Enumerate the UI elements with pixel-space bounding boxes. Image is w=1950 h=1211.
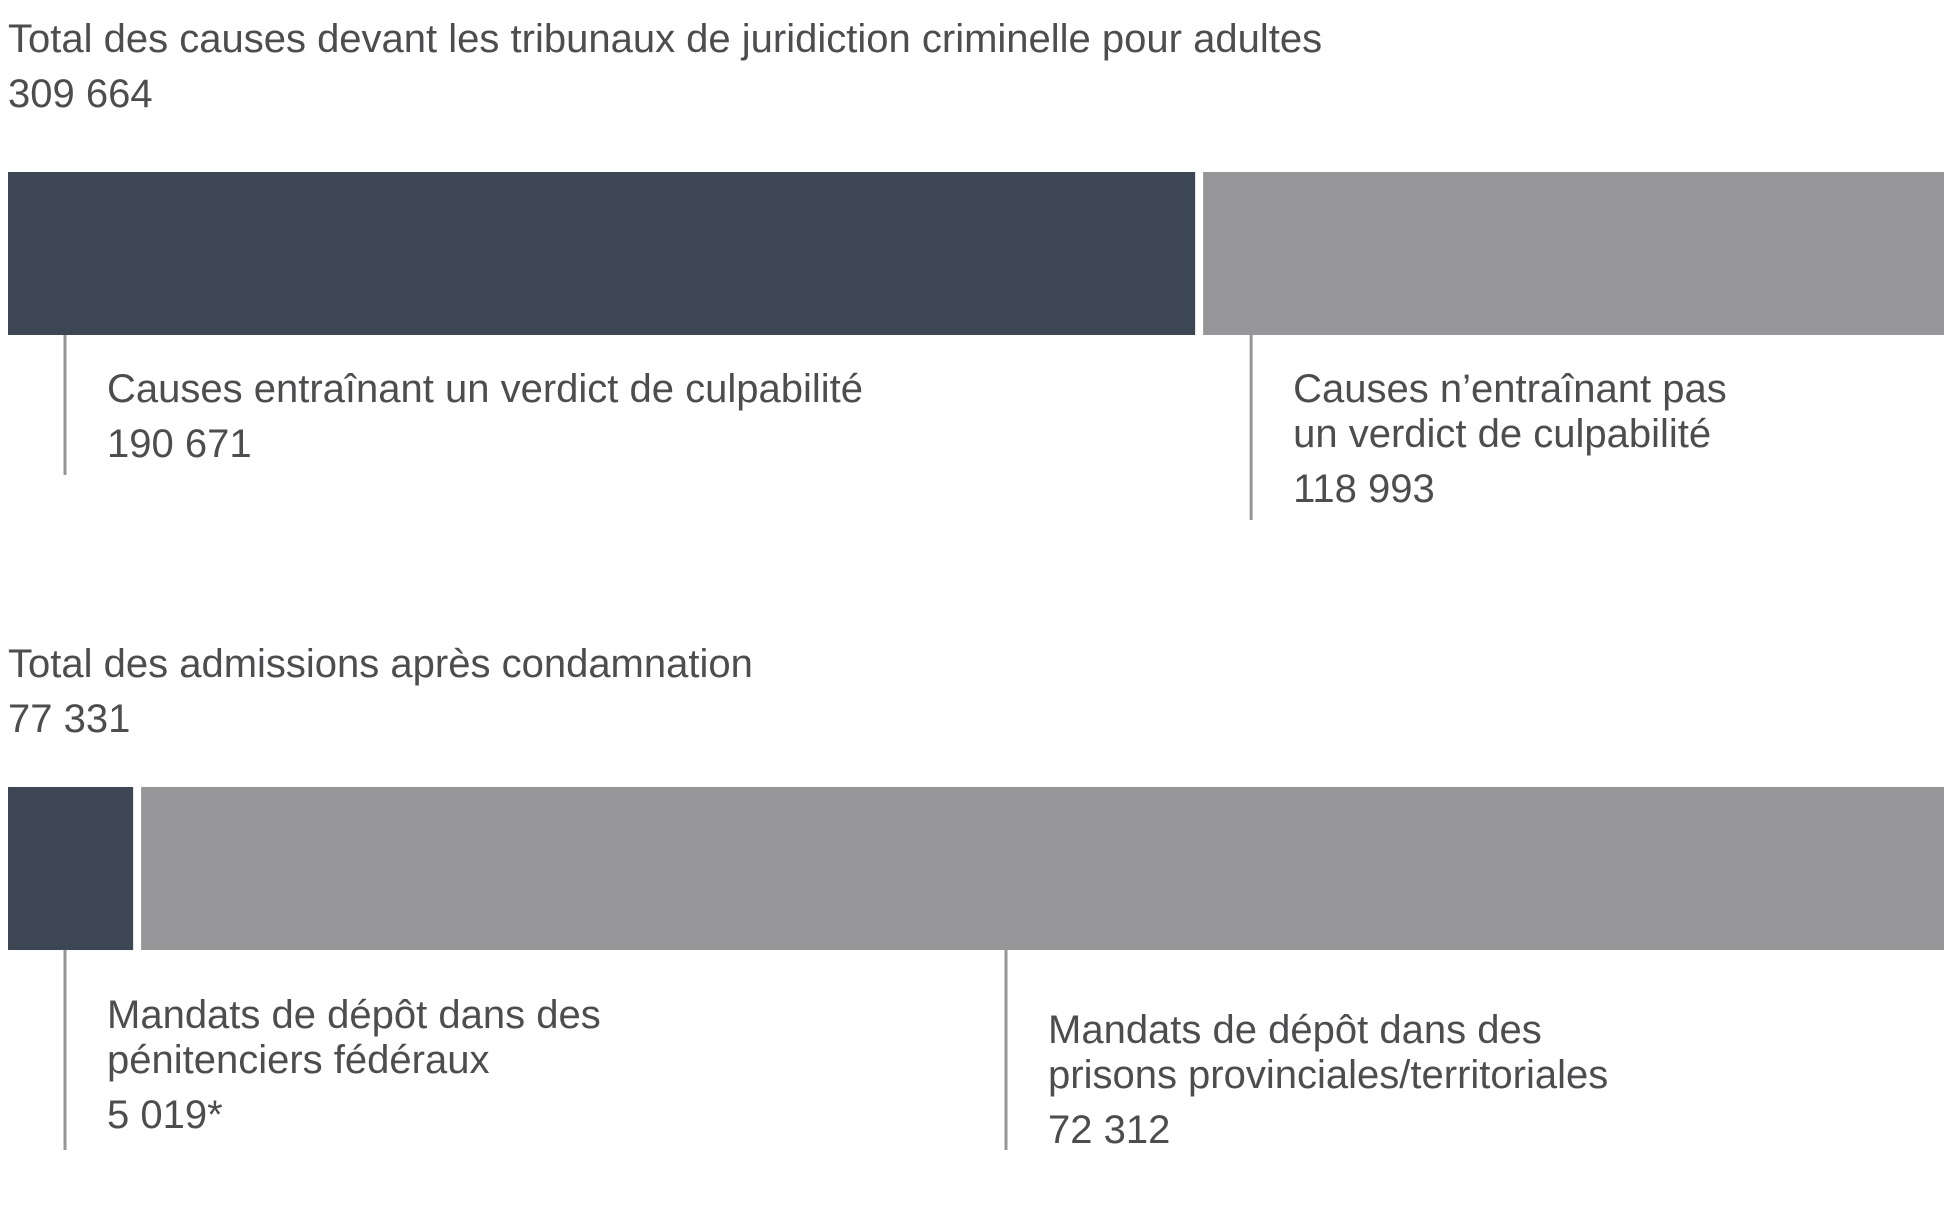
segment-value: 190 671 (107, 422, 252, 466)
segment-label: Causes entraînant un verdict de culpabilité (107, 367, 864, 411)
segment-label: Mandats de dépôt dans des (107, 993, 601, 1037)
chart-total-value: 77 331 (8, 697, 131, 741)
segment-value: 5 019* (107, 1093, 223, 1137)
chart-title: Total des causes devant les tribunaux de juridiction criminelle pour adultes (8, 17, 1323, 61)
bar-segment-primary (8, 172, 1195, 335)
chart-title: Total des admissions après condamnation (8, 642, 753, 686)
chart-total-value: 309 664 (8, 72, 153, 116)
segment-label: prisons provinciales/territoriales (1048, 1053, 1609, 1097)
bar-segment-secondary (1203, 172, 1944, 335)
segment-value: 118 993 (1293, 467, 1435, 511)
bar-segment-secondary (141, 787, 1944, 950)
segment-label: Causes n’entraînant pas (1293, 367, 1727, 411)
segment-label: un verdict de culpabilité (1293, 412, 1712, 456)
segment-label: Mandats de dépôt dans des (1048, 1008, 1542, 1052)
segment-label: pénitenciers fédéraux (107, 1038, 490, 1082)
bar-segment-primary (8, 787, 133, 950)
segment-value: 72 312 (1048, 1108, 1171, 1152)
